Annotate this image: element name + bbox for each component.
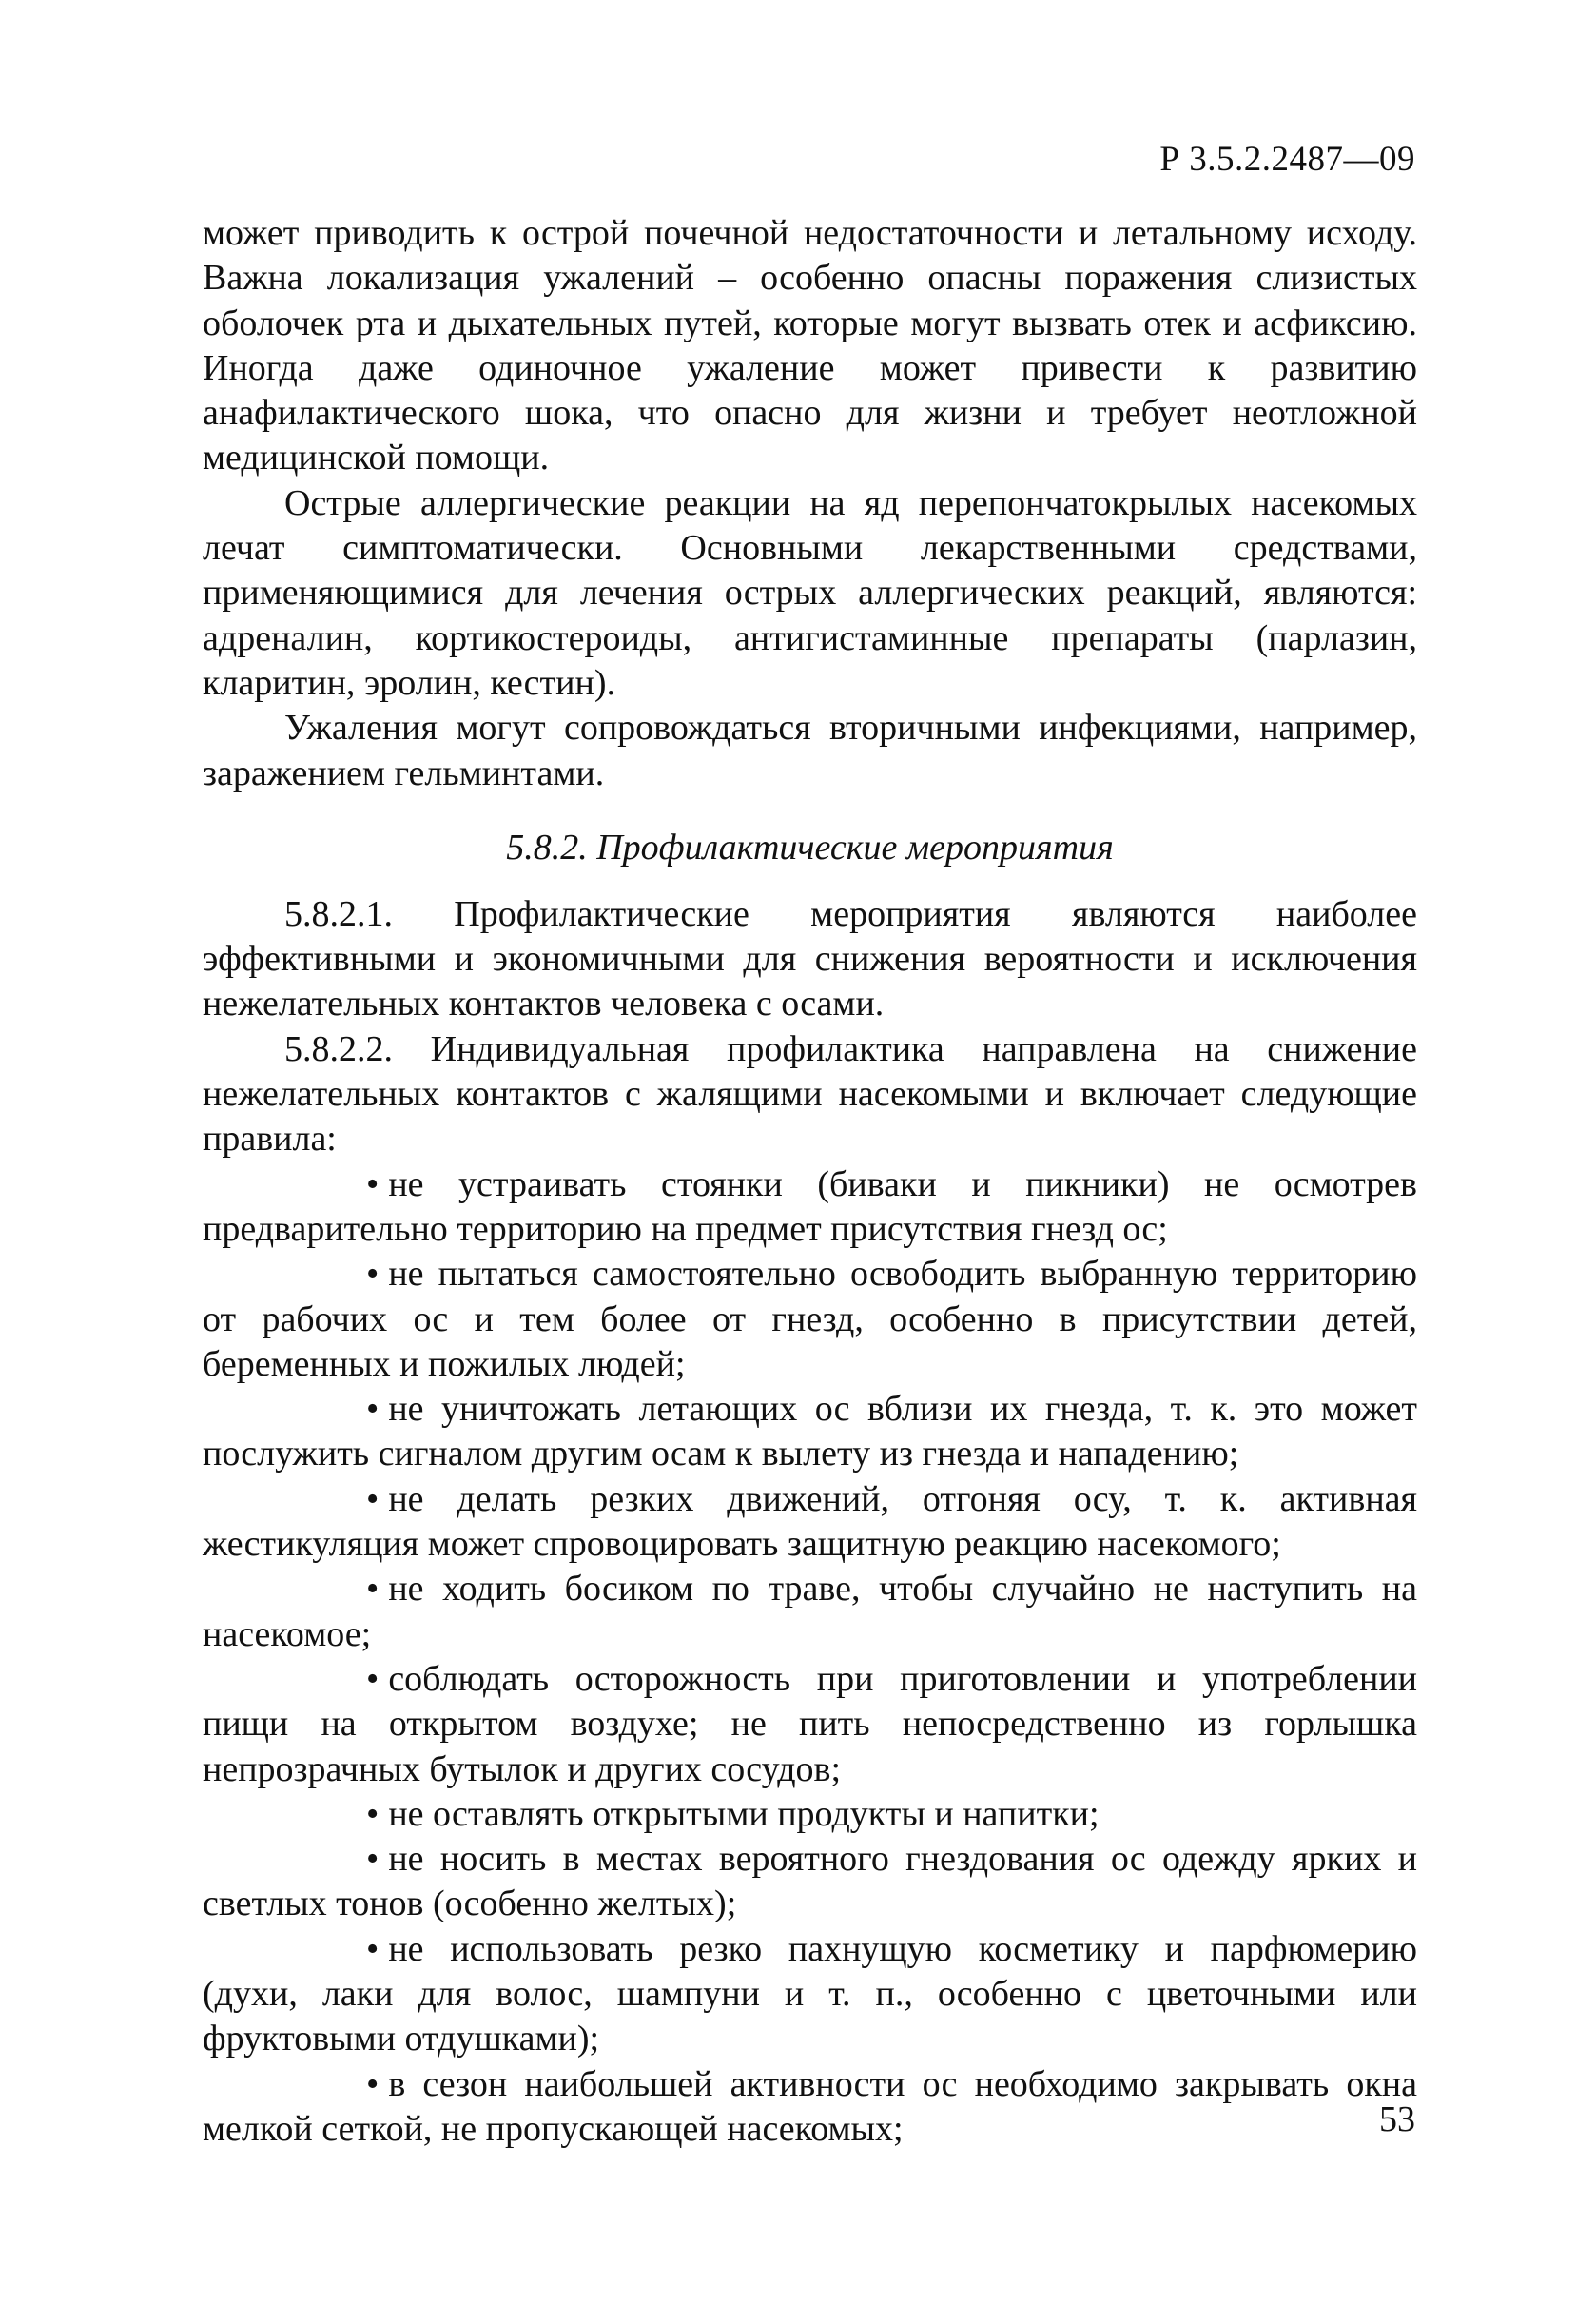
paragraph: Ужаления могут сопровождаться вторичными инфекциями, например, заражением гельминтами.	[203, 708, 1417, 793]
list-item	[203, 1162, 1417, 1253]
list-item	[203, 2062, 1417, 2153]
list-item-text: не ходить босиком по траве, чтобы случайно не наступить на насекомое;	[203, 1569, 1417, 1654]
list-item	[203, 1792, 1417, 1837]
list-item-text: в сезон наибольшей активности ос необходимо закрывать окна мелкой сеткой, не пропускающей насекомых;	[203, 2063, 1417, 2149]
list-item	[203, 1657, 1417, 1792]
bullet-icon: •	[366, 2063, 380, 2104]
list-item	[203, 1387, 1417, 1477]
bullet-icon: •	[366, 1839, 380, 1880]
list-item-text: соблюдать осторожность при приготовлении и употреблении пищи на открытом воздухе; не пить непосредственно из горлышка непрозрачных бутылок и других сосудов;	[203, 1658, 1417, 1789]
list-item-text: не уничтожать летающих ос вблизи их гнезда, т. к. это может послужить сигналом другим осам к вылету из гнезда и нападению;	[203, 1389, 1417, 1474]
list-item-text: не оставлять открытыми продукты и напитки;	[388, 1793, 1100, 1834]
bullet-icon: •	[366, 1658, 380, 1699]
list-item-text: не использовать резко пахнущую косметику и парфюмерию (духи, лаки для волос, шампуни и т. п., особенно с цветочными или фруктовыми отдушками);	[203, 1928, 1417, 2059]
list-item-text: не делать резких движений, отгоняя осу, т. к. активная жестикуляция может спровоцировать защитную реакцию насекомого;	[203, 1478, 1417, 1565]
section-heading: 5.8.2. Профилактические мероприятия	[506, 827, 1114, 868]
paragraph: Острые аллергические реакции на яд перепончатокрылых насекомых лечат симптоматически. Основными лекарственными средствами, применяющимися для лечения острых аллергических реакций, являются: адреналин, кортикостероиды, антигистаминные препараты (парлазин, кларитин, эролин, кестин).	[203, 482, 1417, 703]
rules-list	[203, 1162, 1417, 2153]
bullet-icon: •	[366, 1793, 380, 1834]
paragraph: 5.8.2.2. Индивидуальная профилактика направлена на снижение нежелательных контактов с жалящими насекомыми и включает следующие правила:	[203, 1028, 1417, 1160]
bullet-icon: •	[366, 1389, 380, 1430]
list-item-text: не пытаться самостоятельно освободить выбранную территорию от рабочих ос и тем более от гнезд, особенно в присутствии детей, беременных и пожилых людей;	[203, 1254, 1417, 1384]
bullet-icon: •	[366, 1478, 380, 1519]
list-item-text: не носить в местах вероятного гнездования ос одежду ярких и светлых тонов (особенно желтых);	[203, 1839, 1417, 1924]
bullet-icon: •	[366, 1569, 380, 1610]
list-item-text: не устраивать стоянки (биваки и пикники) не осмотрев предварительно территорию на предмет присутствия гнезд ос;	[203, 1163, 1417, 1249]
paragraph: 5.8.2.1. Профилактические мероприятия являются наиболее эффективными и экономичными для снижения вероятности и исключения нежелательных контактов человека с осами.	[203, 893, 1417, 1025]
list-item	[203, 1252, 1417, 1387]
list-item	[203, 1567, 1417, 1657]
list-item	[203, 1837, 1417, 1927]
bullet-icon: •	[366, 1163, 380, 1204]
paragraph: может приводить к острой почечной недостаточности и летальному исходу. Важна локализация ужалений – особенно опасны поражения слизистых оболочек рта и дыхательных путей, которые могут вызвать отек и асфиксию. Иногда даже одиночное ужаление может привести к развитию анафилактического шока, что опасно для жизни и требует неотложной медицинской помощи.	[203, 213, 1417, 478]
document-code-header: Р 3.5.2.2487—09	[1159, 140, 1415, 179]
bullet-icon: •	[366, 1254, 380, 1295]
page-number: 53	[1379, 2099, 1415, 2139]
list-item	[203, 1927, 1417, 2062]
page-body	[203, 211, 1417, 2152]
bullet-icon: •	[366, 1928, 380, 1969]
list-item	[203, 1477, 1417, 1568]
